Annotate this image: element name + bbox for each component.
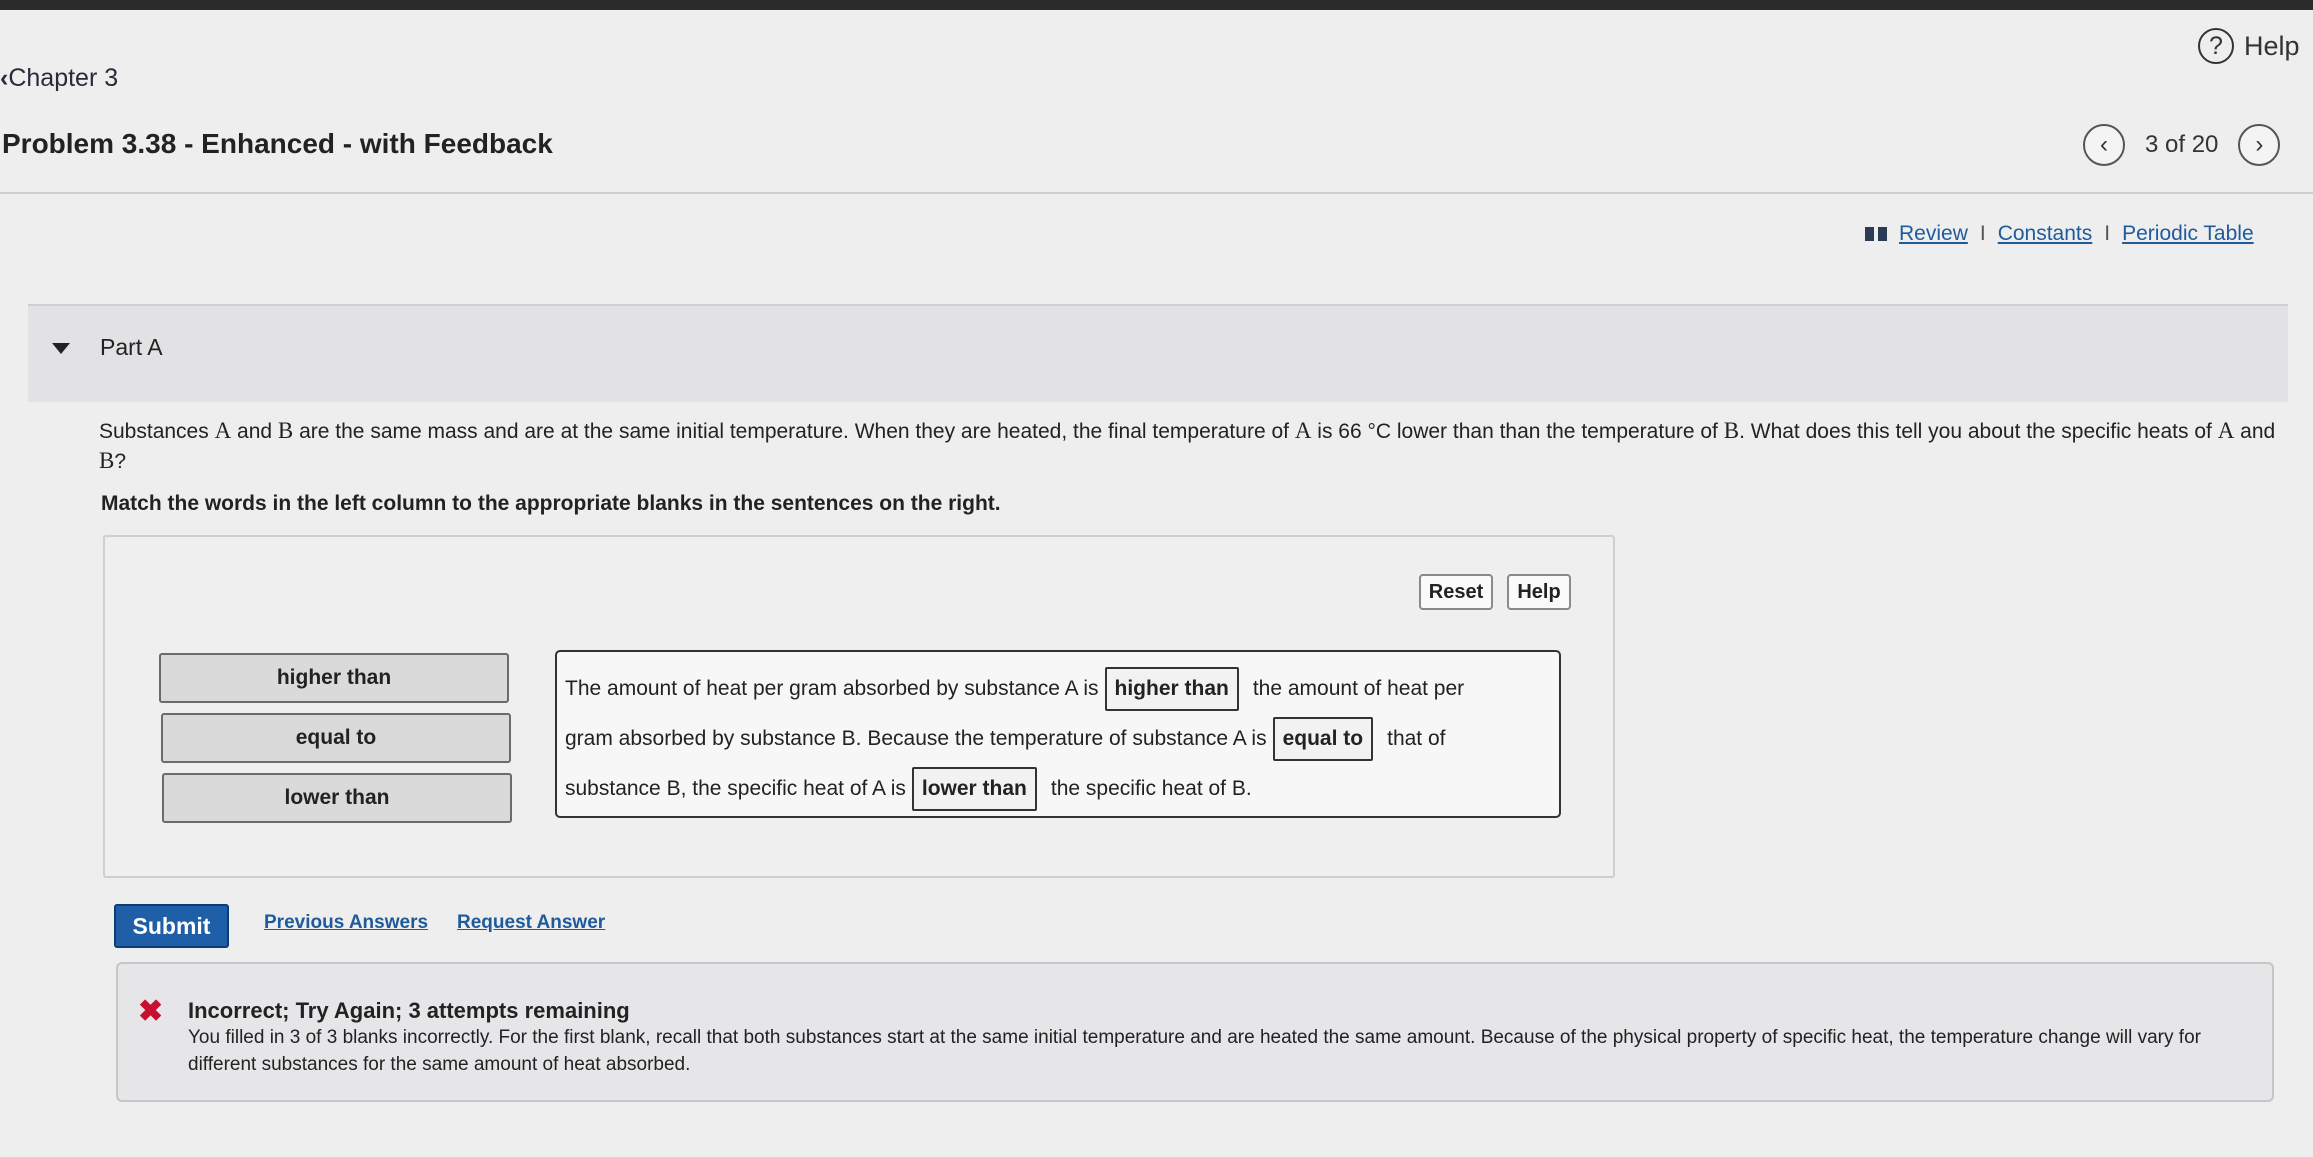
pager-status: 3 of 20 — [2145, 131, 2219, 158]
word-tile-equal-to[interactable]: equal to — [161, 713, 511, 763]
feedback-heading: Incorrect; Try Again; 3 attempts remaining — [188, 998, 630, 1023]
x-mark-icon: ✖ — [138, 995, 164, 1028]
instruction-text: Match the words in the left column to the appropriate blanks in the sentences on the right. — [101, 492, 1001, 515]
sentence-line: substance B, the specific heat of A is lower than the specific heat of B. — [565, 767, 1252, 811]
blank-3[interactable]: lower than — [912, 767, 1037, 811]
sentence-box — [555, 650, 1561, 818]
chevron-left-icon: ‹ — [2100, 131, 2108, 158]
chevron-left-icon: ‹ — [0, 64, 9, 92]
previous-answers-link[interactable]: Previous Answers — [264, 912, 429, 933]
pager — [2083, 124, 2280, 166]
sentence-line: The amount of heat per gram absorbed by substance A is higher than the amount of heat per — [565, 667, 1464, 711]
separator: I — [2104, 222, 2111, 245]
constants-link[interactable]: Constants — [1997, 222, 2093, 245]
collapse-triangle-icon[interactable] — [52, 343, 70, 354]
feedback-body: You filled in 3 of 3 blanks incorrectly. For the first blank, recall that both substances start at the same initial temperature and are heated the same amount. Because of the physical property of specific heat, the temperature change will vary for different substances for the same amount of heat absorbed. — [188, 1027, 2201, 1075]
submit-button[interactable]: Submit — [114, 904, 229, 948]
reset-button[interactable]: Reset — [1419, 574, 1493, 610]
part-a-header[interactable] — [28, 304, 2288, 402]
top-bar — [0, 0, 2313, 10]
chevron-right-icon: › — [2255, 131, 2264, 158]
page-title: Problem 3.38 - Enhanced - with Feedback — [2, 128, 553, 159]
part-a-label: Part A — [100, 334, 163, 360]
question-circle-icon: ? — [2198, 28, 2234, 64]
help-button[interactable]: Help — [1507, 574, 1571, 610]
next-problem-button[interactable] — [2238, 124, 2280, 166]
periodic-table-link[interactable]: Periodic Table — [2122, 222, 2254, 245]
separator: I — [1979, 222, 1986, 245]
word-tile-higher-than[interactable]: higher than — [159, 653, 509, 703]
divider — [0, 192, 2313, 194]
book-icon — [1865, 227, 1887, 241]
word-tile-lower-than[interactable]: lower than — [162, 773, 512, 823]
breadcrumb-label: Chapter 3 — [8, 64, 119, 92]
help-link[interactable] — [2198, 28, 2300, 64]
sentence-line: gram absorbed by substance B. Because the temperature of substance A is equal to that of — [565, 717, 1446, 761]
blank-1[interactable]: higher than — [1105, 667, 1239, 711]
blank-2[interactable]: equal to — [1273, 717, 1374, 761]
resource-links — [1865, 222, 2254, 246]
previous-problem-button[interactable] — [2083, 124, 2125, 166]
review-link[interactable]: Review — [1899, 222, 1968, 245]
request-answer-link[interactable]: Request Answer — [457, 912, 606, 933]
question-text: Substances A and B are the same mass and are at the same initial temperature. When they are heated, the final temperature of A is 66 °C lower than than the temperature of B. What does this tell you about the specific heats of A and B? — [99, 418, 2276, 473]
feedback-box — [116, 962, 2274, 1102]
help-label: Help — [2244, 30, 2300, 61]
breadcrumb[interactable] — [0, 64, 118, 93]
matching-panel — [103, 535, 1615, 878]
